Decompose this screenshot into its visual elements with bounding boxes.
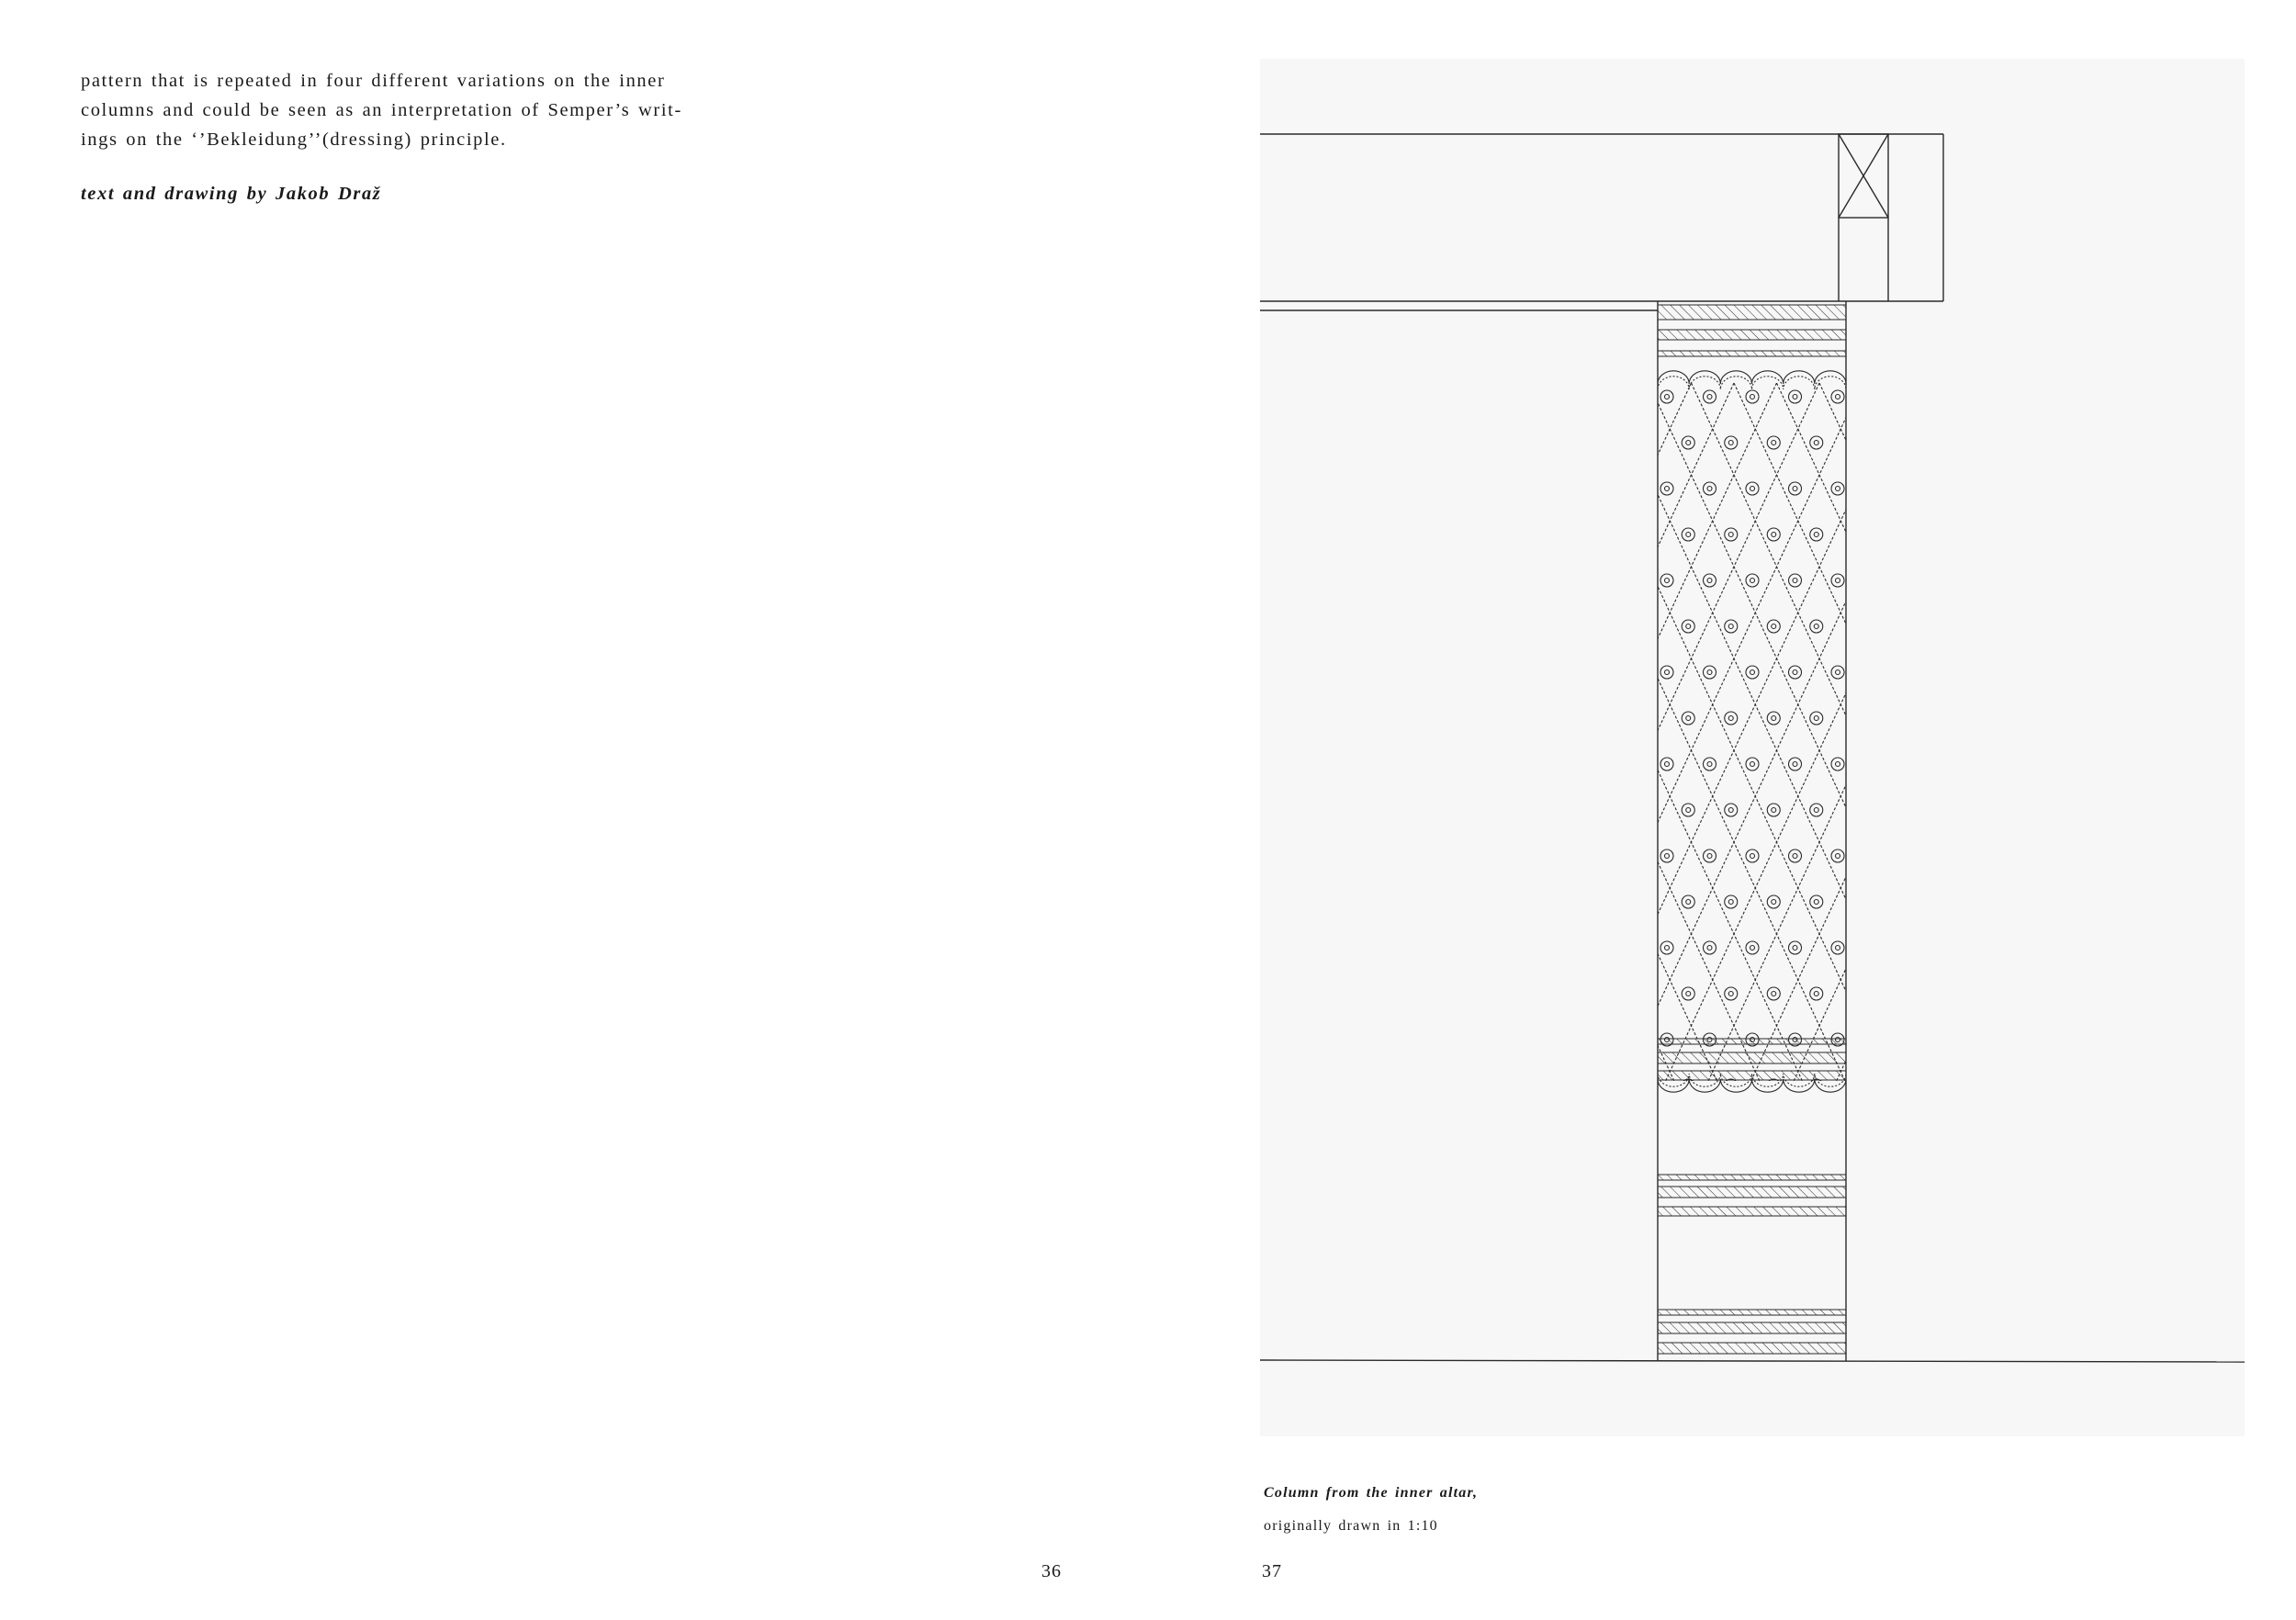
page-number-left: 36 xyxy=(1041,1561,1062,1581)
hatched-band xyxy=(1658,1310,1846,1315)
hatched-band xyxy=(1658,1343,1846,1354)
hatched-band xyxy=(1658,351,1846,356)
beam xyxy=(1260,134,1943,310)
hatched-band xyxy=(1658,1207,1846,1216)
diamond-lattice xyxy=(1260,383,2245,1092)
paragraph-line: ings on the ‘’Bekleidung’’(dressing) principle. xyxy=(81,129,507,150)
column-drawing xyxy=(1260,59,2245,1436)
floor-line xyxy=(1260,1360,2245,1362)
hatched-band xyxy=(1658,1322,1846,1333)
column-outline xyxy=(1658,301,1846,1361)
figure-caption xyxy=(1264,1477,1478,1543)
caption-subtitle: originally drawn in 1:10 xyxy=(1264,1518,1438,1534)
caption-title: Column from the inner altar, xyxy=(1264,1485,1479,1501)
body-paragraph xyxy=(81,66,724,154)
hatched-bands xyxy=(1658,305,1846,1354)
paragraph-line: columns and could be seen as an interpretation of Semper’s writ- xyxy=(81,100,682,120)
page-number-right: 37 xyxy=(1262,1561,1282,1581)
hatched-band xyxy=(1658,330,1846,340)
paragraph-line: pattern that is repeated in four different variations on the inner xyxy=(81,71,666,91)
hatched-band xyxy=(1658,1187,1846,1198)
column-drawing-svg xyxy=(1260,59,2245,1436)
author-credit: text and drawing by Jakob Draž xyxy=(81,184,382,204)
hatched-band xyxy=(1658,305,1846,320)
hatched-band xyxy=(1658,1175,1846,1180)
hatched-band xyxy=(1658,1052,1846,1063)
